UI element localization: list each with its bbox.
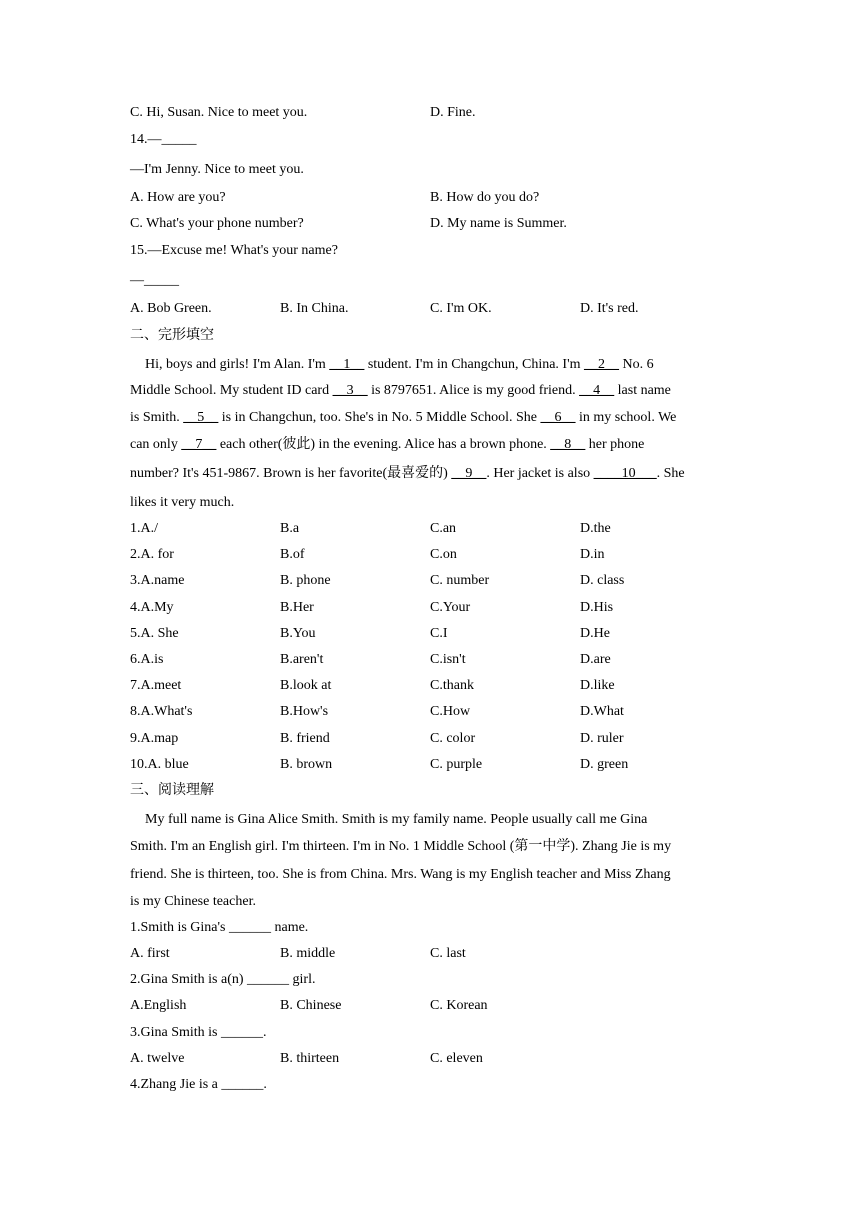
cloze-option: B. brown [280,757,333,772]
cloze-text: in my school. We [575,410,677,425]
cloze-text: number? It's 451-9867. Brown is her favorite(最喜爱的) [130,466,452,481]
section2-title: 二、完形填空 [130,328,214,343]
cloze-blank: __7__ [181,437,217,452]
cloze-option: D.His [580,600,614,615]
cloze-text: each other(彼此) in the evening. Alice has a brown phone. [216,437,551,452]
reading-question-option: C. eleven [430,1050,483,1066]
q15-option-b: B. In China. [280,301,349,316]
reading-line: My full name is Gina Alice Smith. Smith is my family name. People usually call me Gina [145,812,648,827]
cloze-blank: ____10___ [593,466,657,481]
cloze-option: B.You [280,626,316,641]
cloze-blank: __4__ [579,383,615,398]
cloze-option: C.Your [430,600,471,615]
cloze-blank: __3__ [332,383,368,398]
cloze-option: C.on [430,547,457,562]
cloze-option: 9.A.map [130,731,179,746]
cloze-option: B.aren't [280,652,324,667]
cloze-option: D. ruler [580,731,624,746]
cloze-option: B.How's [280,704,329,719]
reading-question-option: A. twelve [130,1050,185,1066]
cloze-option: 10.A. blue [130,757,189,772]
cloze-option: 5.A. She [130,626,179,641]
reading-question-option: C. last [430,946,466,961]
q15-option-c: C. I'm OK. [430,301,492,316]
cloze-blank: __1__ [329,357,365,372]
cloze-option: 1.A./ [130,521,158,536]
q13-option-c: C. Hi, Susan. Nice to meet you. [130,105,308,120]
cloze-line [130,494,234,512]
cloze-option: C.an [430,521,457,536]
cloze-option: D.What [580,704,624,719]
cloze-option: C.isn't [430,652,466,667]
q14-option-a: A. How are you? [130,190,226,205]
cloze-line [130,382,671,400]
cloze-option: 2.A. for [130,547,174,562]
cloze-option: 3.A.name [130,573,185,588]
q15-answer-line: —_____ [130,273,179,288]
cloze-text: can only [130,437,182,452]
cloze-text: Hi, boys and girls! I'm Alan. I'm [145,357,330,372]
cloze-line [130,465,685,483]
q13-option-d: D. Fine. [430,105,476,120]
cloze-option: C.thank [430,678,474,693]
cloze-blank: __2__ [584,357,619,372]
cloze-option: B.Her [280,600,314,615]
cloze-text: likes it very much. [130,495,235,510]
cloze-text: Middle School. My student ID card [130,383,333,398]
cloze-text: . Her jacket is also [486,466,594,481]
q14-answer-line: —I'm Jenny. Nice to meet you. [130,162,304,177]
cloze-blank: __9__ [451,466,487,481]
reading-line: is my Chinese teacher. [130,894,256,909]
reading-question-option: B. thirteen [280,1050,340,1066]
cloze-option: 7.A.meet [130,678,182,693]
reading-question-option: A.English [130,998,187,1014]
q15-stem: 15.—Excuse me! What's your name? [130,243,338,258]
cloze-blank: __6__ [540,410,576,425]
cloze-option: D.He [580,626,610,641]
cloze-text: is in Changchun, too. She's in No. 5 Middle School. She [218,410,541,425]
reading-question-stem: 3.Gina Smith is ______. [130,1024,267,1040]
reading-question-option: B. middle [280,946,336,961]
q14-option-b: B. How do you do? [430,190,540,205]
reading-line: friend. She is thirteen, too. She is from China. Mrs. Wang is my English teacher and Miss Zhang [130,867,671,882]
cloze-option: D.are [580,652,611,667]
cloze-text: last name [614,383,671,398]
cloze-option: B. friend [280,731,330,746]
cloze-text: No. 6 [619,357,654,372]
q14-option-c: C. What's your phone number? [130,216,304,231]
cloze-option: D.in [580,547,605,562]
reading-question-option: A. first [130,946,170,961]
cloze-line [130,436,644,454]
q15-option-a: A. Bob Green. [130,301,212,316]
cloze-text: her phone [585,437,645,452]
cloze-option: B.of [280,547,305,562]
reading-question-stem: 1.Smith is Gina's ______ name. [130,920,309,935]
cloze-option: D.like [580,678,615,693]
cloze-option: C. color [430,731,476,746]
cloze-option: D. class [580,573,625,588]
q14-stem: 14.—_____ [130,132,197,147]
cloze-text: student. I'm in Changchun, China. I'm [364,357,584,372]
reading-question-stem: 2.Gina Smith is a(n) ______ girl. [130,972,316,988]
cloze-option: B.a [280,521,300,536]
cloze-text: is Smith. [130,410,184,425]
cloze-line [145,356,654,374]
cloze-option: D.the [580,521,611,536]
cloze-option: C.How [430,704,471,719]
cloze-option: C. purple [430,757,483,772]
q14-option-d: D. My name is Summer. [430,216,567,231]
reading-question-option: C. Korean [430,998,488,1014]
reading-line: Smith. I'm an English girl. I'm thirteen. I'm in No. 1 Middle School (第一中学). Zhang Jie is my [130,839,672,854]
section3-title: 三、阅读理解 [130,783,214,798]
cloze-option: C.I [430,626,448,641]
cloze-option: C. number [430,573,490,588]
cloze-option: 6.A.is [130,652,164,667]
reading-question-option: B. Chinese [280,998,342,1014]
cloze-text: is 8797651. Alice is my good friend. [367,383,580,398]
cloze-blank: __5__ [183,410,219,425]
cloze-option: B. phone [280,573,331,588]
cloze-text: . She [656,466,685,481]
cloze-option: B.look at [280,678,332,693]
cloze-option: 8.A.What's [130,704,193,719]
reading-question-stem: 4.Zhang Jie is a ______. [130,1076,267,1092]
cloze-blank: __8__ [550,437,586,452]
cloze-option: D. green [580,757,629,772]
cloze-option: 4.A.My [130,600,174,615]
q15-option-d: D. It's red. [580,301,639,316]
cloze-line [130,409,676,427]
